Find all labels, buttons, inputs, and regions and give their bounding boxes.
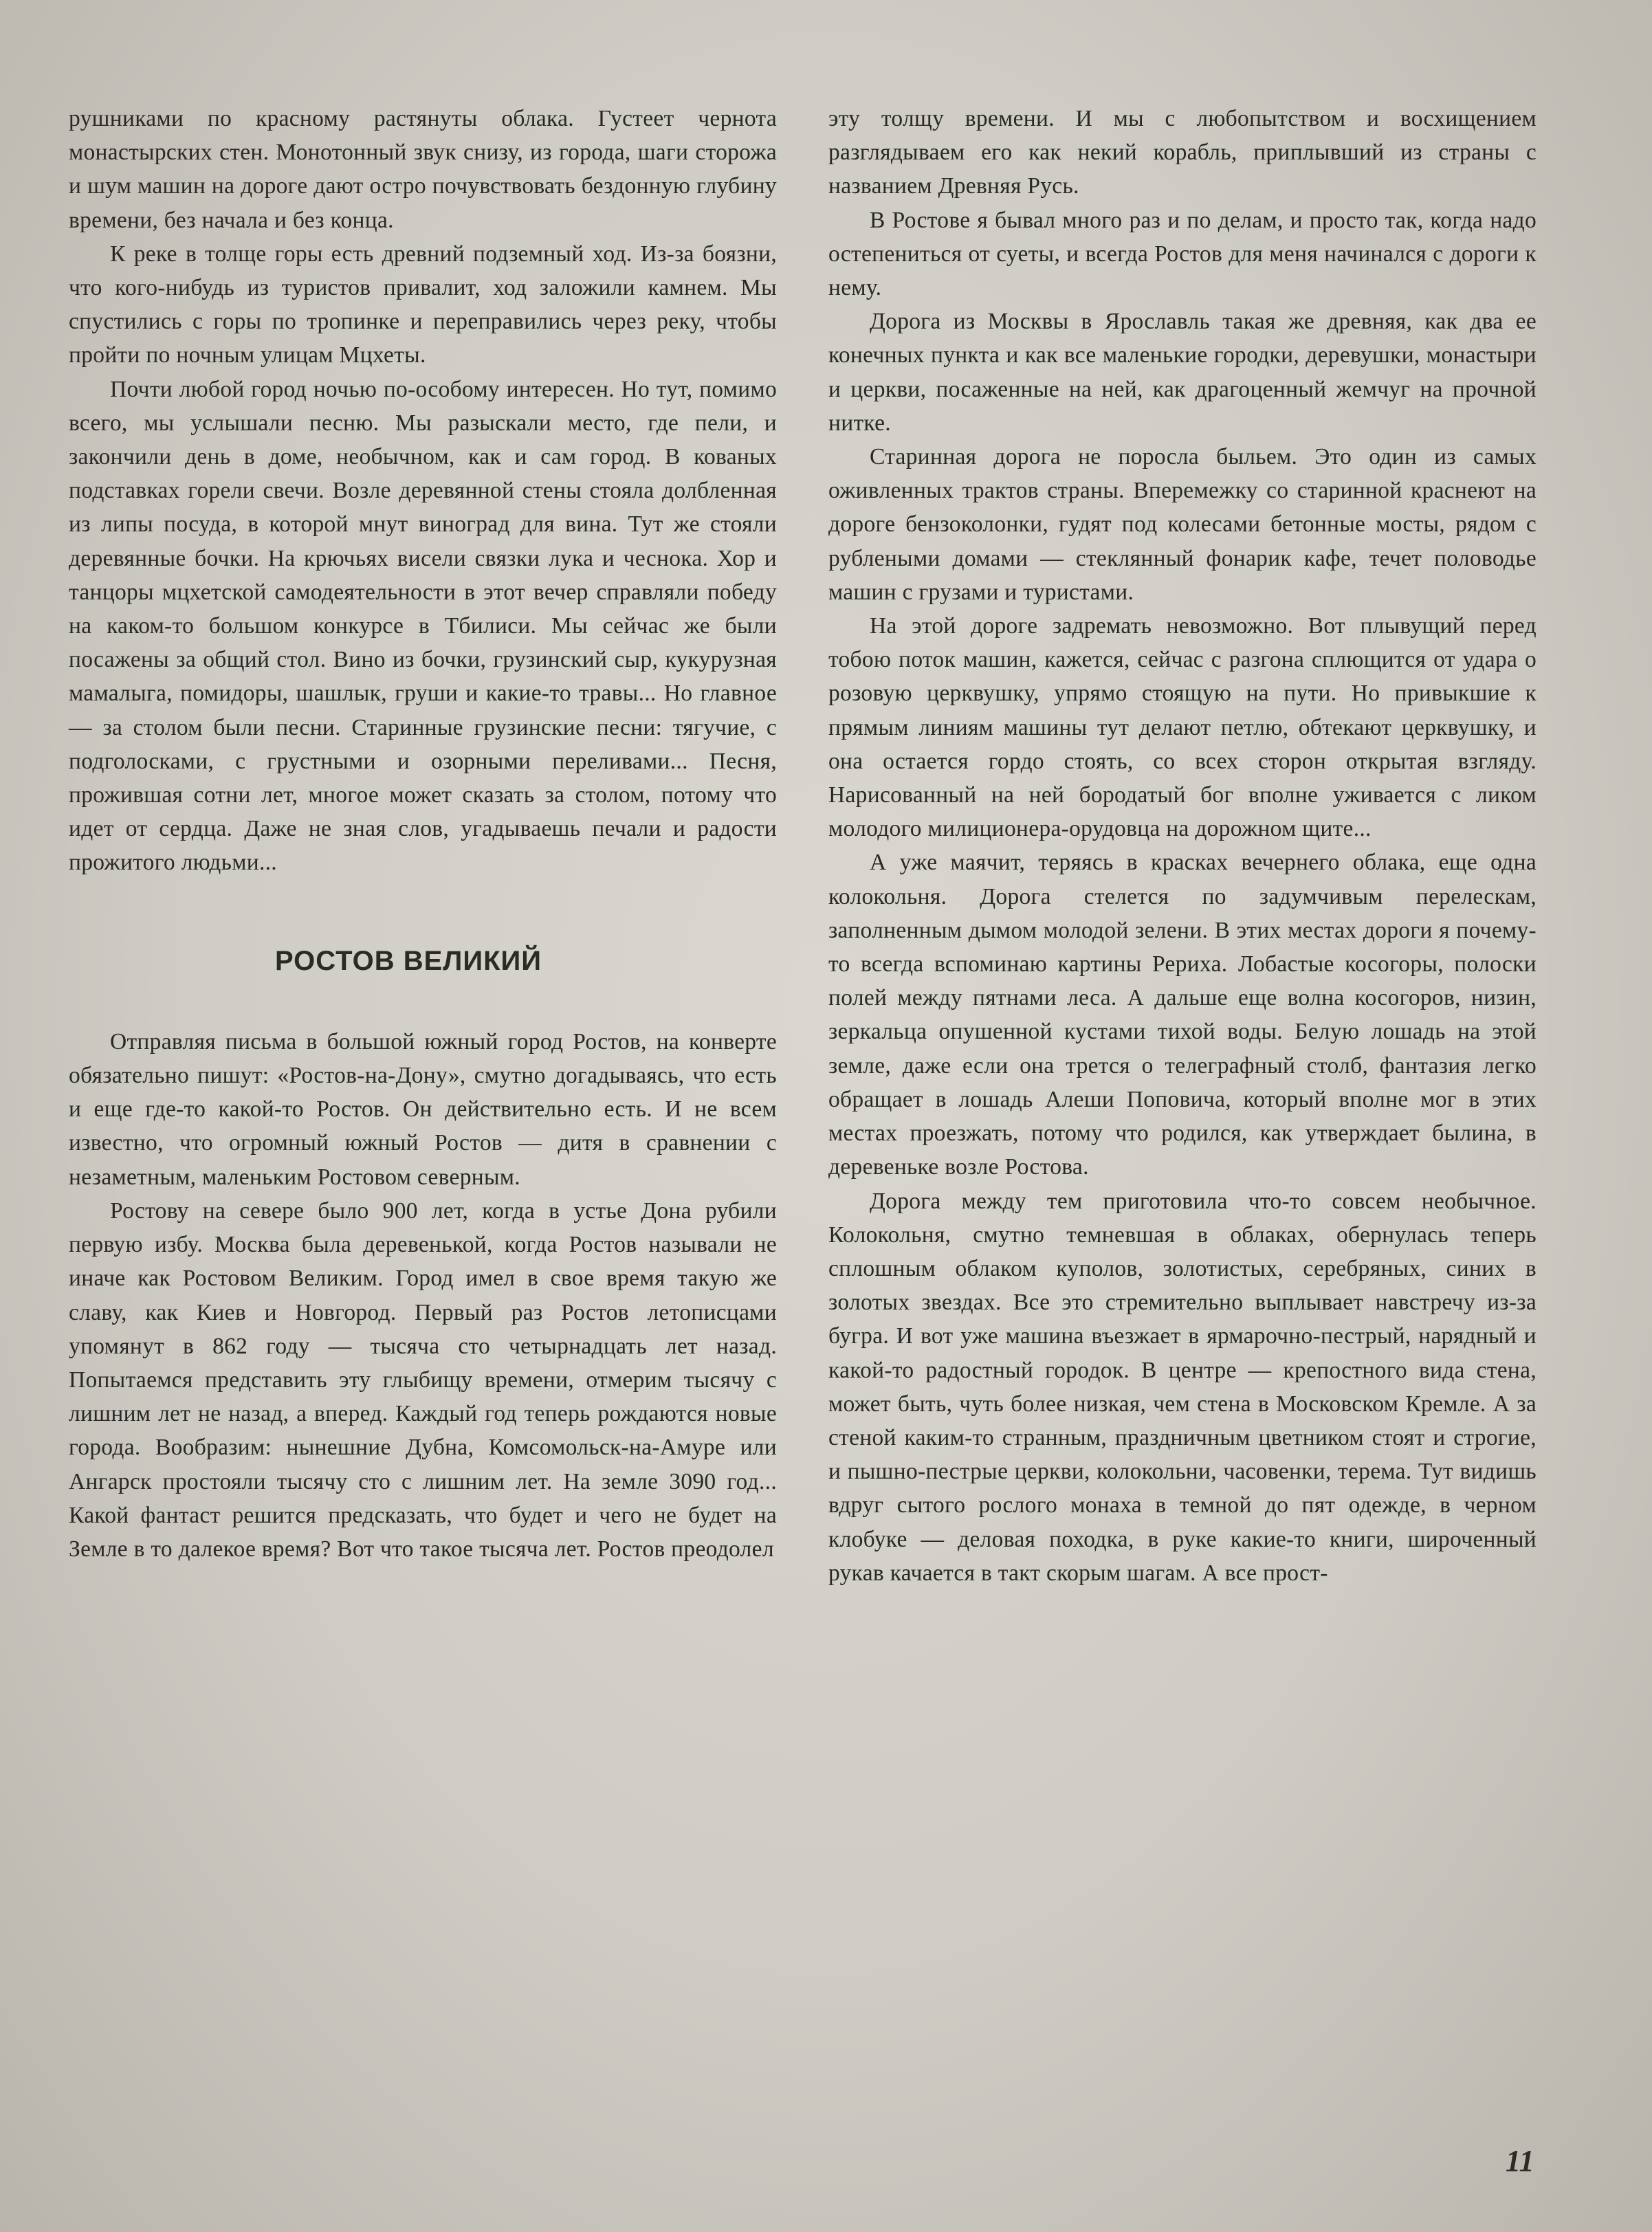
paragraph: Почти любой город ночью по-особому интересен. Но тут, помимо всего, мы услышали песню. Мы разыскали место, где пели, и закончили день в доме, необычном, как и сам город. В кованых подставках горели свечи. Возле деревянной стены стояла долбленная из липы посуда, в которой мнут виноград для вина. Тут же стояли деревянные бочки. На крючьях висели связки лука и чеснока. Хор и танцоры мцхетской самодеятельности в этот вечер справляли победу на каком-то большом конкурсе в Тбилиси. Мы сейчас же были посажены за общий стол. Вино из бочки, грузинский сыр, кукурузная мамалыга, помидоры, шашлык, груши и какие-то травы... Но главное — за столом были песни. Старинные грузинские песни: тягучие, с подголосками, с грустными и озорными переливами... Песня, прожившая сотни лет, многое может сказать за столом, потому что идет от сердца. Даже не зная слов, угадываешь печали и радости прожитого людьми... [69,376,777,876]
paragraph: Отправляя письма в большой южный город Ростов, на конверте обязательно пишут: «Ростов-на-Дону», смутно догадываясь, что есть и еще где-то какой-то Ростов. Он действительно есть. И не всем известно, что огромный южный Ростов — дитя в сравнении с незаметным, маленьким Ростовом северным. [69,1028,777,1190]
paragraph: На этой дороге задремать невозможно. Вот плывущий перед тобою поток машин, кажется, сейчас с разгона сплющится от удара о розовую церквушку, упрямо стоящую на пути. Но привыкшие к прямым линиям машины тут делают петлю, обтекают церквушку, и она остается гордо стоять, со всех сторон открытая взгляду. Нарисованный на ней бородатый бог вполне уживается с ликом молодого милиционера-орудовца на дорожном щите... [828,613,1537,842]
right-column [828,102,1537,1590]
paragraph: А уже маячит, теряясь в красках вечернего облака, еще одна колокольня. Дорога стелется по задумчивым перелескам, заполненным дымом молодой зелени. В этих местах дороги я почему-то всегда вспоминаю картины Рериха. Лобастые косогоры, полоски полей между пятнами леса. А дальше еще волна косогоров, низин, зеркальца опушенной кустами тихой воды. Белую лошадь на этой земле, даже если она трется о телеграфный столб, фантазия легко обращает в лошадь Алеши Поповича, который вполне мог в этих местах проезжать, потому что родился, как утверждает былина, в деревеньке возле Ростова. [828,850,1537,1180]
paragraph: рушниками по красному растянуты облака. Густеет чернота монастырских стен. Монотонный звук снизу, из города, шаги сторожа и шум машин на дороге дают остро почувствовать бездонную глубину времени, без начала и без конца. [69,106,777,233]
paragraph: эту толщу времени. И мы с любопытством и восхищением разглядываем его как некий корабль, приплывший из страны с названием Древняя Русь. [828,106,1537,199]
paragraph: Дорога между тем приготовила что-то совсем необычное. Колокольня, смутно темневшая в облаках, обернулась теперь сплошным облаком куполов, золотистых, серебряных, синих в золотых звездах. Все это стремительно выплывает навстречу из-за бугра. И вот уже машина въезжает в ярмарочно-пестрый, нарядный и какой-то радостный городок. В центре — крепостного вида стена, может быть, чуть более низкая, чем стена в Московском Кремле. А за стеной каким-то странным, праздничным цветником стоят и строгие, и пышно-пестрые церкви, колокольни, часовенки, терема. Тут видишь вдруг сытого рослого монаха в темной до пят одежде, в черном клобуке — деловая походка, в руке какие-то книги, широченный рукав качается в такт скорым шагам. А все прост- [828,1188,1537,1586]
paragraph: В Ростове я бывал много раз и по делам, и просто так, когда надо остепениться от суеты, и всегда Ростов для меня начинался с дороги к нему. [828,207,1537,301]
paragraph: Старинная дорога не поросла быльем. Это один из самых оживленных трактов страны. Вперемежку со старинной краснеют на дороге бензоколонки, гудят под колесами бетонные мосты, рядом с рублеными домами — стеклянный фонарик кафе, течет половодье машин с грузами и туристами. [828,444,1537,605]
page-number: 11 [1506,2144,1534,2178]
left-column [69,102,777,1566]
paragraph: Дорога из Москвы в Ярославль такая же древняя, как два ее конечных пункта и как все маленькие городки, деревушки, монастыри и церкви, посаженные на ней, как драгоценный жемчуг на прочной нитке. [828,309,1537,436]
paragraph: К реке в толще горы есть древний подземный ход. Из-за боязни, что кого-нибудь из туристов привалит, ход заложили камнем. Мы спустились с горы по тропинке и переправились через реку, чтобы пройти по ночным улицам Мцхеты. [69,241,777,368]
section-heading: РОСТОВ ВЕЛИКИЙ [275,945,542,976]
paragraph: Ростову на севере было 900 лет, когда в устье Дона рубили первую избу. Москва была деревенькой, когда Ростов называли не иначе как Ростовом Великим. Город имел в свое время такую же славу, как Киев и Новгород. Первый раз Ростов летописцами упомянут в 862 году — тысяча сто четырнадцать лет назад. Попытаемся представить эту глыбищу времени, отмерим тысячу с лишним лет не назад, а вперед. Каждый год теперь рождаются новые города. Вообразим: нынешние Дубна, Комсомольск-на-Амуре или Ангарск простояли тысячу сто с лишним лет. На земле 3090 год... Какой фантаст решится предсказать, что будет и чего не будет на Земле в то далекое время? Вот что такое тысяча лет. Ростов преодолел [69,1197,777,1562]
